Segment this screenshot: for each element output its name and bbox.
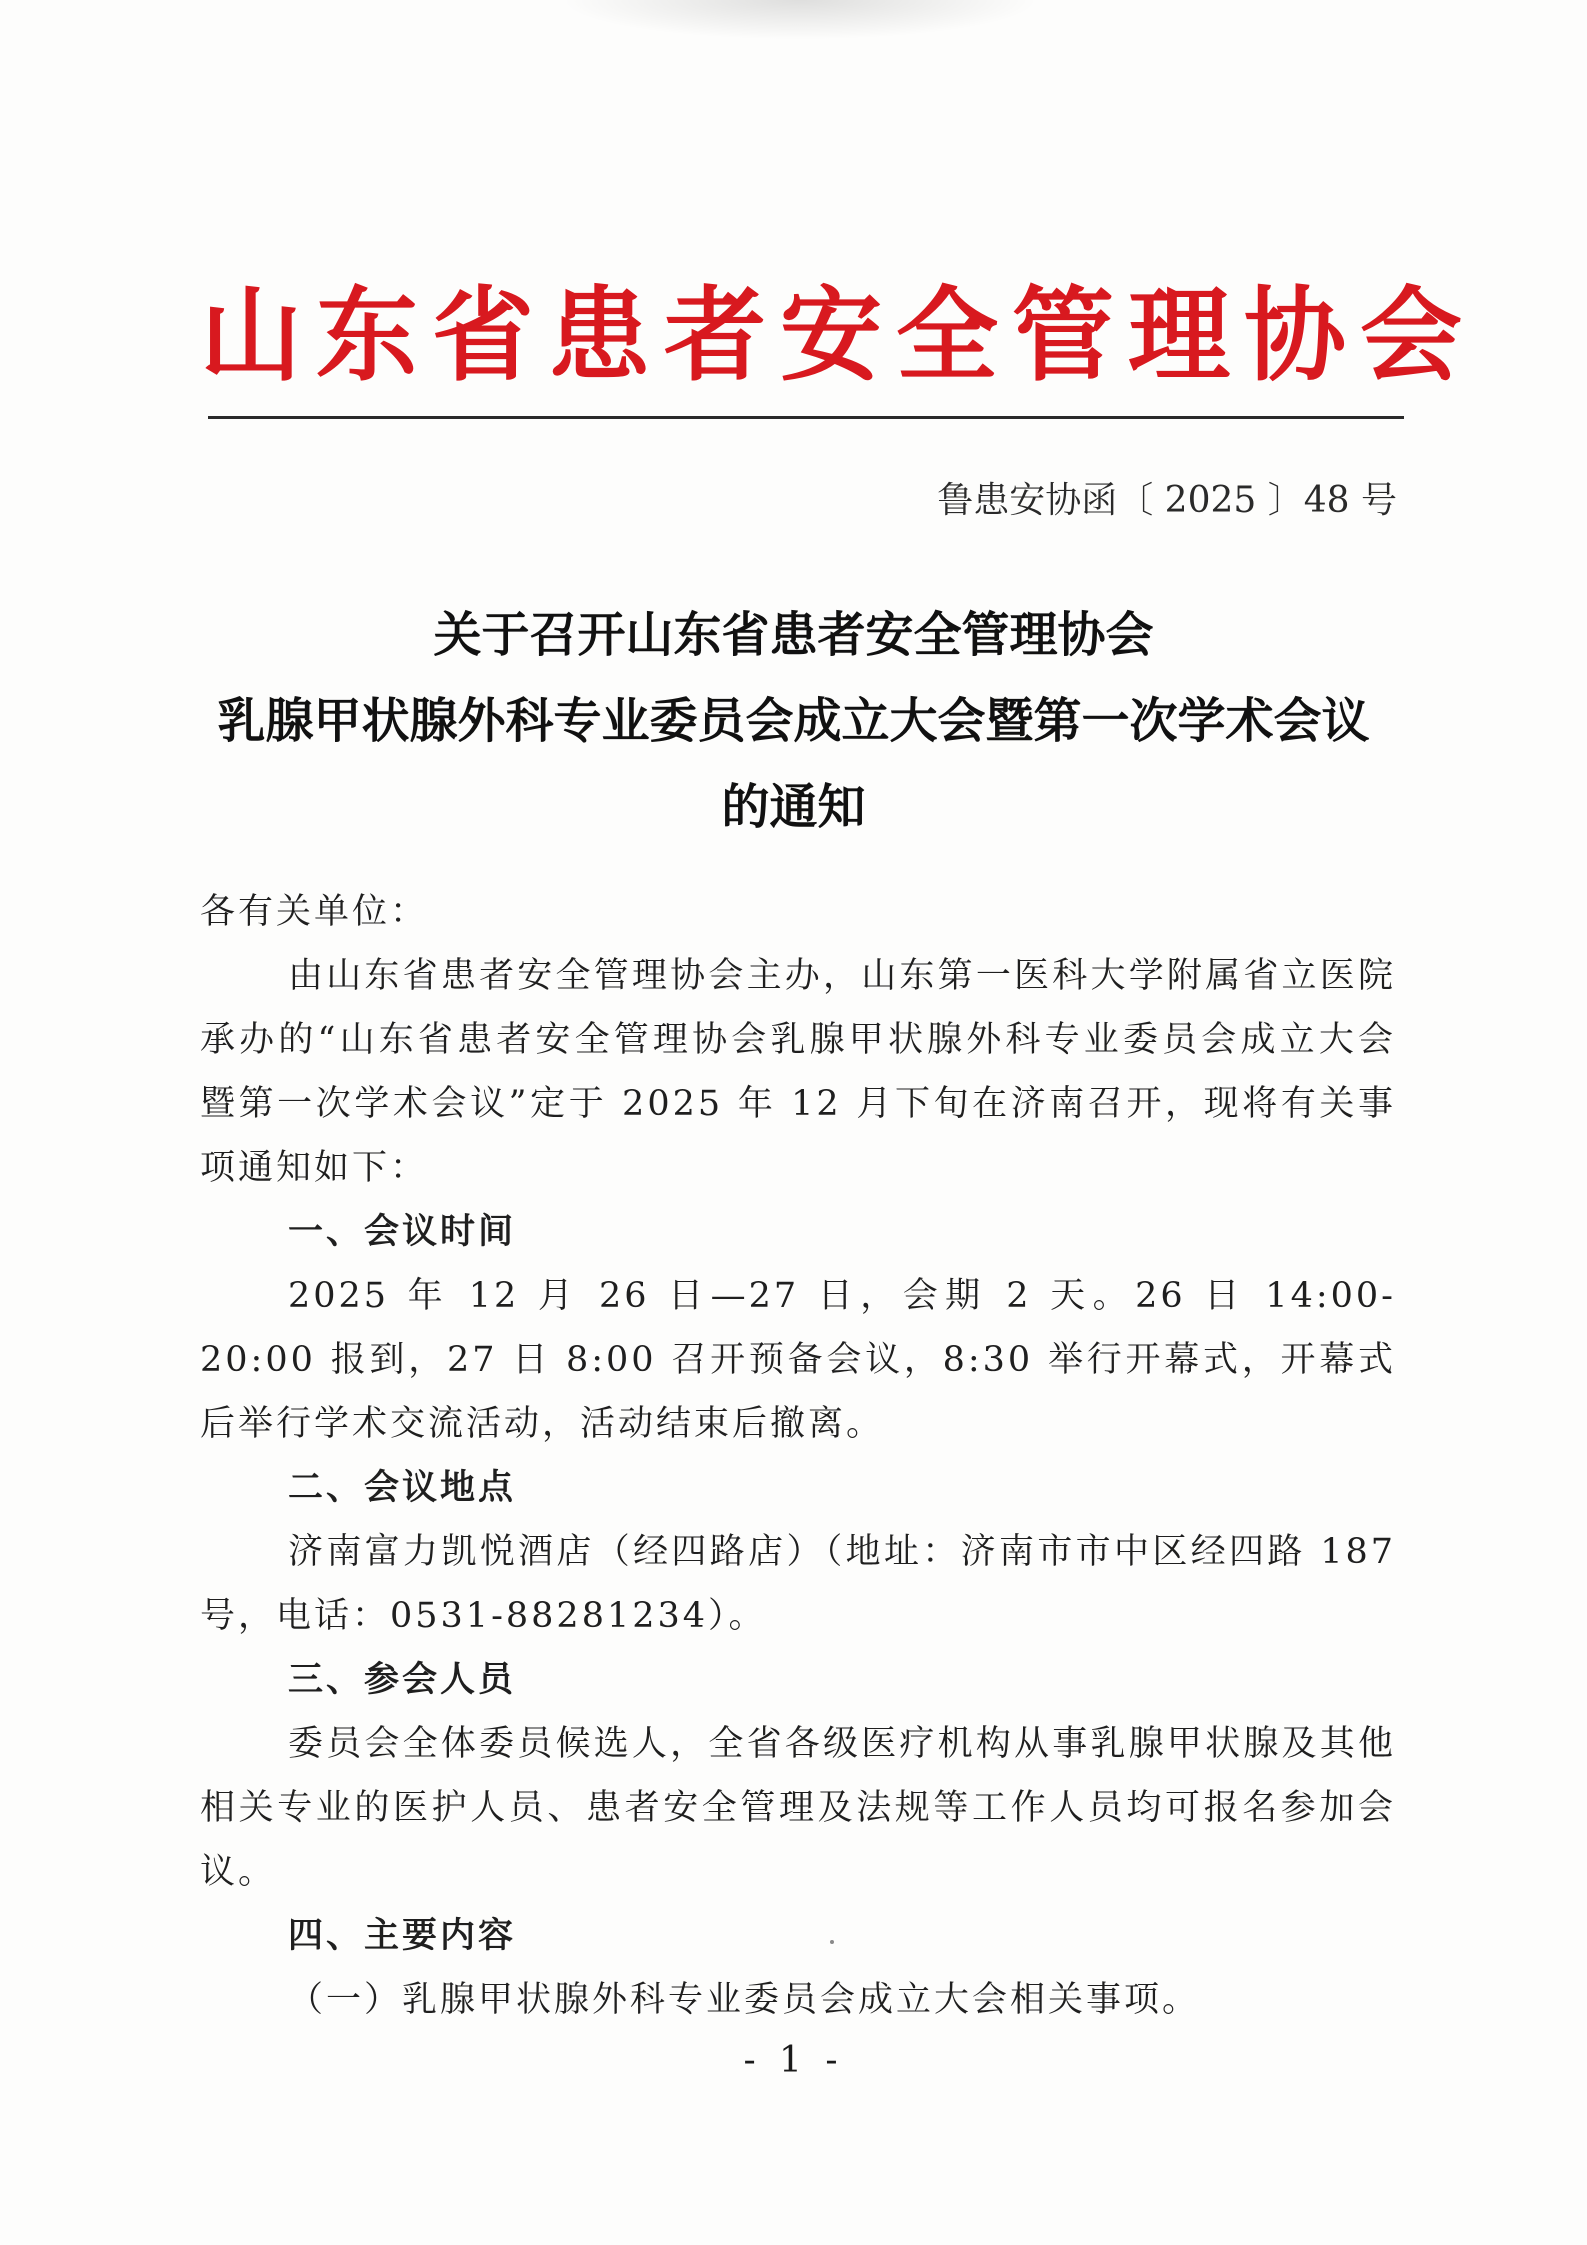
section-heading-time: 一、会议时间 <box>288 1212 517 1252</box>
notice-body <box>200 880 1396 2032</box>
salutation: 各有关单位： <box>200 892 429 932</box>
section-text-time: 2025 年 12 月 26 日—27 日，会期 2 天。26 日 14:00-20:00 报到，27 日 8:00 召开预备会议，8:30 举行开幕式，开幕式后举行学术交流活动，活动结束后撤离。 <box>200 1276 1396 1444</box>
section-text-venue: 济南富力凯悦酒店（经四路店）（地址：济南市市中区经四路 187 号，电话：0531-88281234）。 <box>200 1532 1396 1636</box>
intro-paragraph: 由山东省患者安全管理协会主办，山东第一医科大学附属省立医院承办的“山东省患者安全管理协会乳腺甲状腺外科专业委员会成立大会暨第一次学术会议”定于 2025 年 12 月下旬在济南召开，现将有关事项通知如下： <box>200 956 1396 1188</box>
title-line-2: 乳腺甲状腺外科专业委员会成立大会暨第一次学术会议 <box>217 693 1370 749</box>
title-line-3: 的通知 <box>721 779 866 835</box>
section-heading-content: 四、主要内容 <box>288 1916 517 1956</box>
section-item-1: （一）乳腺甲状腺外科专业委员会成立大会相关事项。 <box>288 1980 1201 2020</box>
scan-shadow <box>560 0 1040 40</box>
title-line-1: 关于召开山东省患者安全管理协会 <box>433 607 1154 663</box>
section-text-attendees: 委员会全体委员候选人，全省各级医疗机构从事乳腺甲状腺及其他相关专业的医护人员、患者安全管理及法规等工作人员均可报名参加会议。 <box>200 1724 1396 1892</box>
scan-speck <box>830 1940 834 1944</box>
document-number: 鲁患安协函〔 2025 〕48 号 <box>937 480 1397 521</box>
section-heading-attendees: 三、参会人员 <box>288 1660 517 1700</box>
letterhead-divider <box>208 416 1404 419</box>
letterhead-title: 山东省患者安全管理协会 <box>200 276 1476 396</box>
section-heading-venue: 二、会议地点 <box>288 1468 517 1508</box>
page-number: - 1 - <box>743 2040 844 2081</box>
notice-title <box>120 592 1467 850</box>
